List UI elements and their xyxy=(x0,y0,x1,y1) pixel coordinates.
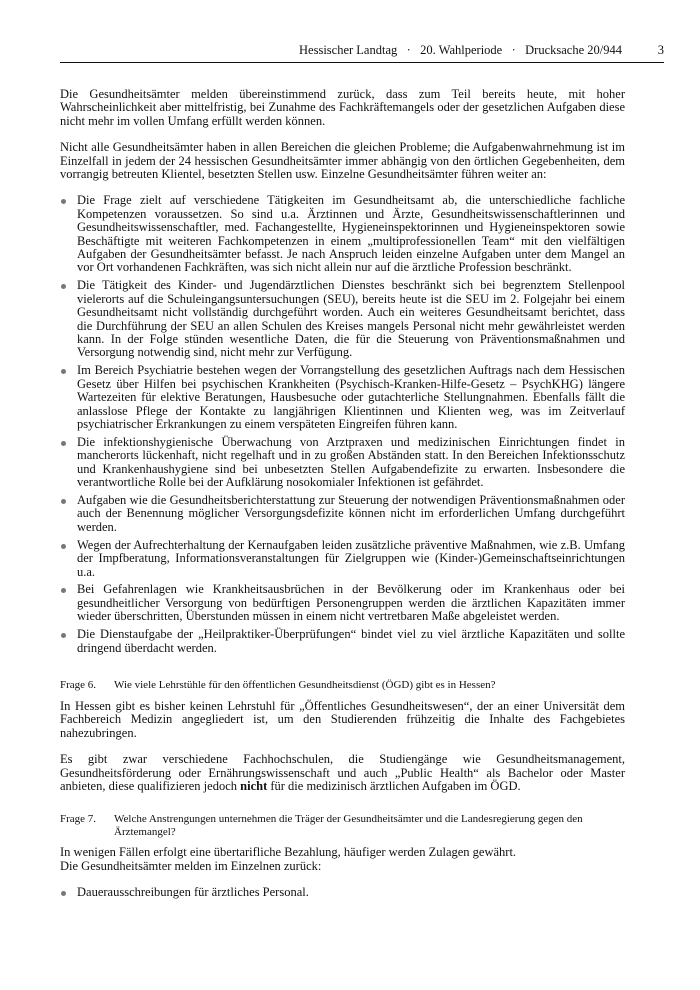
list-item xyxy=(60,194,625,274)
list-item-text: Wegen der Aufrechterhaltung der Kernaufgaben leiden zusätzliche präventive Maßnahmen, wie z.B. Umfang der Impfberatung, Informationsveranstaltungen für Zielgruppen wie (Kinder-)Gemeinschaftseinrichtungen u.a. xyxy=(77,537,625,579)
list-item-text: Die infektionshygienische Überwachung von Arztpraxen und medizinischen Einrichtungen findet in mancherorts lückenhaft, nicht regelhaft und in zu großen Abständen statt. In den Bereichen Infektionsschutz und Krankenhaushygiene sind bei unbesetzten Stellen Aufgabendefizite zu erwarten. Insbesondere die verantwortliche Rolle bei der Aufklärung nosokomialer Infektionen ist gefährdet. xyxy=(77,434,625,490)
bullet-icon xyxy=(61,588,66,593)
list-item xyxy=(60,886,625,899)
question-6 xyxy=(60,679,625,692)
list-item xyxy=(60,436,625,490)
bullet-icon xyxy=(61,499,66,504)
bullet-icon xyxy=(61,369,66,374)
bullet-icon xyxy=(61,891,66,896)
answer-text: Die Gesundheitsämter melden im Einzelnen zurück: xyxy=(60,858,322,873)
list-item-text: Bei Gefahrenlagen wie Krankheitsausbrüchen in der Bevölkerung oder im Krankenhaus oder bei gesundheitlicher Versorgung von bedürftigen Personengruppen werden die ärztlichen Kapazitäten immer wieder überschritten, Überstunden müssen in einem nicht vertretbaren Maße abgeleistet werden. xyxy=(77,582,625,624)
page-number: 3 xyxy=(657,43,664,57)
answer-text: In wenigen Fällen erfolgt eine übertarifliche Bezahlung, häufiger werden Zulagen gewährt. xyxy=(60,845,517,860)
answer-paragraph xyxy=(60,753,625,793)
answer-emphasis: nicht xyxy=(240,778,268,793)
list-item xyxy=(60,628,625,655)
list-item-text: Die Frage zielt auf verschiedene Tätigkeiten im Gesundheitsamt ab, die unterschiedliche fachliche Kompetenzen voraussetzen. So sind u.a. Ärztinnen und Ärzte, Gesundheitswissenschaftlerinnen und Gesundheitswissenschaftler, med. Fachangestellte, Hygieneinspektorinnen und Hygieneinspektoren sowie Beschäftigte mit weiteren Fachkompetenzen in einem „multiprofessionellen Team“ mit den vielfältigen Aufgaben der Gesundheitsämter befasst. Je nach Anspruch leiden einzelne Aufgaben unter dem Mangel an vor Ort vorhandenen Fachkräften, was sich nicht allein nur auf die ärztliche Profession beschränkt. xyxy=(77,193,625,275)
answer-text: Es gibt zwar verschiedene Fachhochschulen, die Studiengänge wie Gesundheitsmanagement, Gesundheitsförderung oder Ernährungswissenschaft und auch „Public Health“ als Bachelor oder Master anbieten, diese qualifizieren jedoch xyxy=(60,752,625,793)
list-item xyxy=(60,279,625,359)
bullet-list xyxy=(60,886,625,899)
bullet-icon xyxy=(61,284,66,289)
bullet-icon xyxy=(61,199,66,204)
list-item xyxy=(60,539,625,579)
list-item-text: Aufgaben wie die Gesundheitsberichterstattung zur Steuerung der notwendigen Präventionsmaßnahmen oder auch der Benennung möglicher Versorgungsdefizite können nicht im erforderlichen Umfang durchgeführt werden. xyxy=(77,492,625,534)
list-item-text: Die Dienstaufgabe der „Heilpraktiker-Überprüfungen“ bindet viel zu viel ärztliche Kapazitäten und sollte dringend überdacht werden. xyxy=(77,627,625,655)
bullet-icon xyxy=(61,441,66,446)
bullet-icon xyxy=(61,544,66,549)
list-item-text: Im Bereich Psychiatrie bestehen wegen der Vorrangstellung des gesetzlichen Auftrags nach dem Hessischen Gesetz über Hilfen bei psychischen Krankheiten (Psychisch-Kranken-Hilfe-Gesetz – PsychKHG) längere Wartezeiten für elektive Beratungen, Hausbesuche oder gutachterliche Stellungnahmen. Ebenfalls fällt die anlasslose Pflege der Kontakte zu langjährigen Klientinnen und Klienten weg, was im Zeitverlauf psychiatrischer Erkrankungen zu einem verspäteten Eingreifen führen kann. xyxy=(77,363,625,431)
answer-paragraph: In Hessen gibt es bisher keinen Lehrstuhl für „Öffentliches Gesundheitswesen“, der an einer Universität dem Fachbereich Medizin angegliedert ist, um den Studierenden frühzeitig die Inhalte des Fachgebietes nahezubringen. xyxy=(60,698,625,740)
running-header xyxy=(60,40,664,63)
answer-paragraph xyxy=(60,846,625,873)
answer-text: für die medizinisch ärztlichen Aufgaben im ÖGD. xyxy=(267,778,521,793)
list-item xyxy=(60,364,625,431)
body-text xyxy=(60,88,625,904)
paragraph: Nicht alle Gesundheitsämter haben in allen Bereichen die gleichen Probleme; die Aufgabenwahrnehmung ist im Einzelfall in jedem der 24 hessischen Gesundheitsämter immer abhängig von den örtlichen Gegebenheiten, dem vorrangig betreuten Klientel, besetzten Stellen usw. Einzelne Gesundheitsämter führen weiter an: xyxy=(60,140,625,182)
paragraph: Die Gesundheitsämter melden übereinstimmend zurück, dass zum Teil bereits heute, mit hoher Wahrscheinlichkeit aber mittelfristig, bei Zunahme des Fachkräftemangels oder der gesetzlichen Aufgaben diese nicht mehr im vollen Umfang erfüllt werden können. xyxy=(60,87,625,128)
question-label: Frage 6. xyxy=(60,679,97,692)
bullet-list xyxy=(60,194,625,655)
list-item-text: Dauerausschreibungen für ärztliches Personal. xyxy=(77,885,309,900)
list-item xyxy=(60,583,625,623)
question-text: Wie viele Lehrstühle für den öffentlichen Gesundheitsdienst (ÖGD) gibt es in Hessen? xyxy=(114,679,496,692)
question-7 xyxy=(60,813,625,838)
question-label: Frage 7. xyxy=(60,813,97,826)
question-text: Welche Anstrengungen unternehmen die Träger der Gesundheitsämter und die Landesregierung gegen den Ärztemangel? xyxy=(114,813,583,838)
list-item xyxy=(60,494,625,534)
list-item-text: Die Tätigkeit des Kinder- und Jugendärztlichen Dienstes beschränkt sich bei begrenztem Stellenpool vielerorts auf die Schuleingangsuntersuchungen (SEU), bereits heute ist die SEU im 2. Folgejahr bei einem Gesundheitsamt nicht vollständig durchgeführt worden. Auch ein weiteres Gesundheitsamt berichtet, dass die Durchführung der SEU an allen Schulen des Kreises mangels Personal nicht mehr gewährleistet werden kann. In der Folge stünden wesentliche Daten, die für die Steuerung von Präventionsmaßnahmen und Versorgung notwendig sind, nicht mehr zur Verfügung. xyxy=(77,278,625,360)
bullet-icon xyxy=(61,633,66,638)
header-text: Hessischer Landtag · 20. Wahlperiode · Drucksache 20/944 xyxy=(299,43,622,57)
